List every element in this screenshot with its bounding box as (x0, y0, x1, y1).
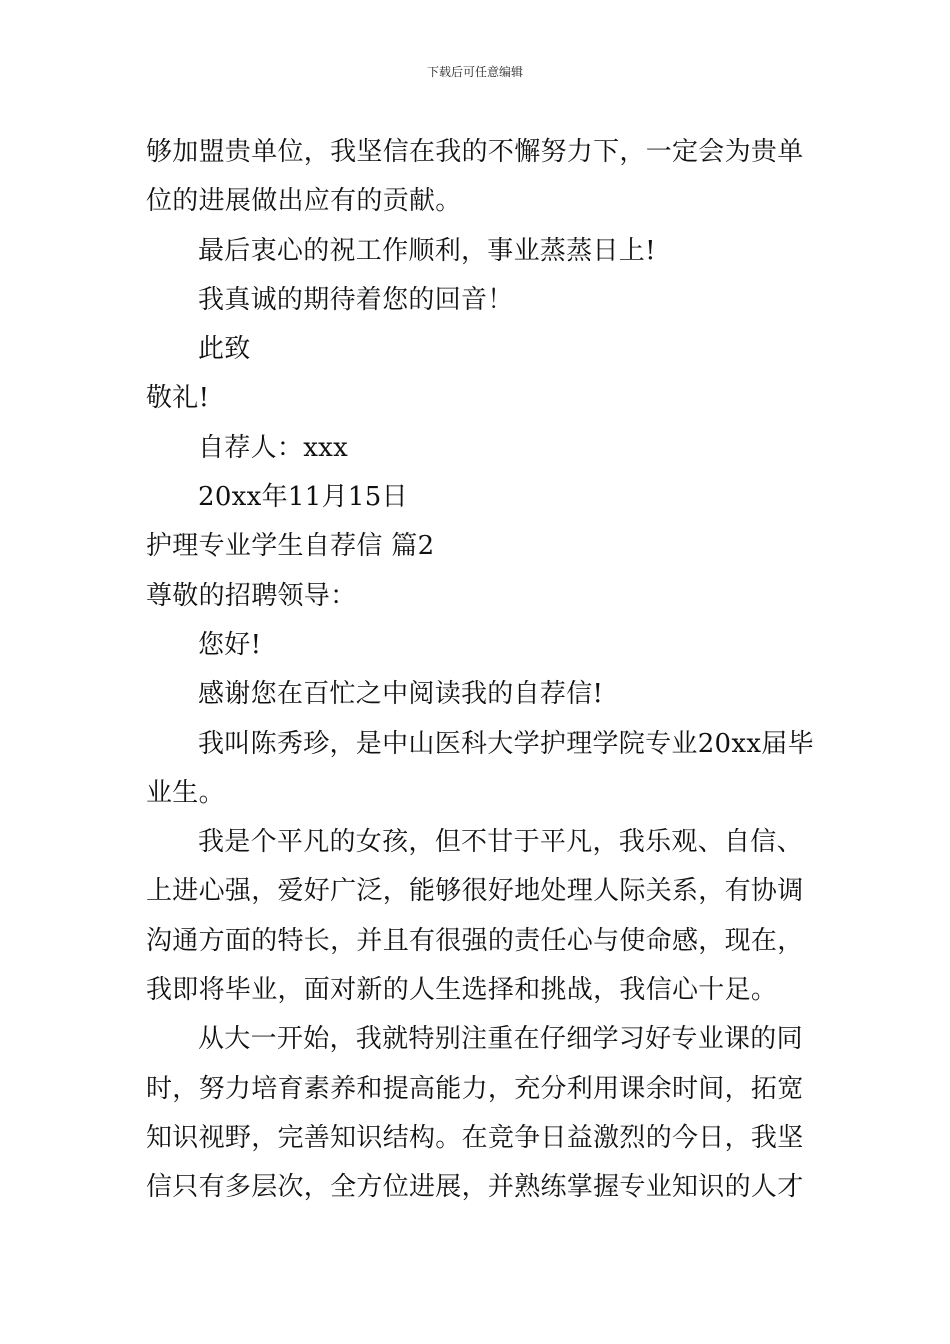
text-line: 信只有多层次，全方位进展，并熟练掌握专业知识的人才 (146, 1172, 804, 1203)
page-header: 下载后可任意编辑 (426, 65, 523, 79)
document-body (146, 128, 814, 1213)
text-line: 够加盟贵单位，我坚信在我的不懈努力下，一定会为贵单 (146, 137, 804, 167)
text-line: 位的进展做出应有的贡献。 (146, 186, 462, 217)
text-line: 感谢您在百忙之中阅读我的自荐信! (198, 679, 604, 710)
text-line: 20xx年11月15日 (198, 482, 408, 513)
text-line: 我叫陈秀珍，是中山医科大学护理学院专业20xx届毕 (198, 728, 814, 759)
text-line: 业生。 (146, 777, 225, 808)
text-line: 知识视野，完善知识结构。在竞争日益激烈的今日，我坚 (146, 1122, 804, 1153)
text-line: 我即将毕业，面对新的人生选择和挑战，我信心十足。 (146, 975, 778, 1006)
text-line: 自荐人：xxx (198, 432, 349, 463)
text-line: 尊敬的招聘领导： (146, 580, 357, 611)
text-line: 您好! (198, 629, 262, 660)
text-line: 敬礼! (146, 383, 210, 414)
text-line: 此致 (198, 334, 251, 365)
text-line: 沟通方面的特长，并且有很强的责任心与使命感，现在， (146, 925, 804, 956)
text-line: 从大一开始，我就特别注重在仔细学习好专业课的同 (198, 1024, 803, 1055)
text-line: 我真诚的期待着您的回音！ (198, 284, 514, 315)
text-line: 上进心强，爱好广泛，能够很好地处理人际关系，有协调 (146, 876, 804, 907)
text-line: 最后衷心的祝工作顺利，事业蒸蒸日上! (198, 235, 656, 266)
text-line: 我是个平凡的女孩，但不甘于平凡，我乐观、自信、 (198, 827, 803, 858)
text-line: 时，努力培育素养和提高能力，充分利用课余时间，拓宽 (146, 1073, 804, 1104)
section-heading: 护理专业学生自荐信 篇2 (146, 531, 435, 562)
